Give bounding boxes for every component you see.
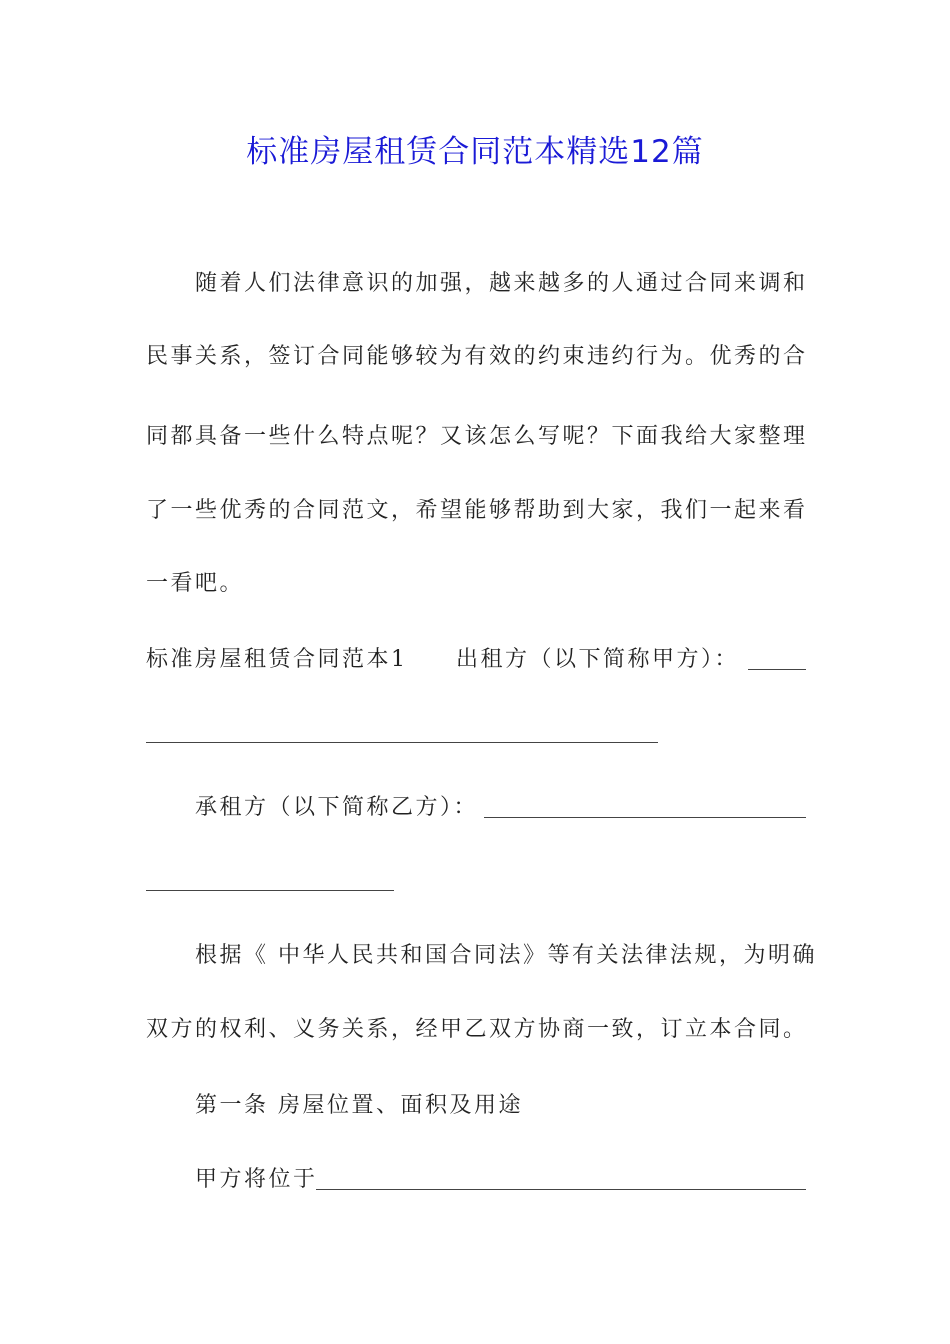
lessee-blank-1 (484, 817, 806, 818)
basis-line-2: 双方的权利、义务关系，经甲乙双方协商一致，订立本合同。 (146, 1017, 808, 1042)
location-blank (316, 1189, 806, 1190)
location-label: 甲方将位于 (195, 1167, 318, 1192)
document-title: 标准房屋租赁合同范本精选12篇 (246, 134, 704, 170)
intro-line-4: 了一些优秀的合同范文，希望能够帮助到大家，我们一起来看 (146, 498, 808, 523)
article1-heading: 第一条 房屋位置、面积及用途 (195, 1093, 523, 1118)
intro-line-2: 民事关系，签订合同能够较为有效的约束违约行为。优秀的合 (146, 344, 808, 369)
intro-line-1: 随着人们法律意识的加强，越来越多的人通过合同来调和 (195, 271, 808, 296)
intro-line-5: 一看吧。 (146, 571, 245, 596)
lessor-label: 出租方（以下简称甲方）： (456, 647, 740, 672)
lessor-blank-1 (748, 669, 806, 670)
lessee-label: 承租方（以下简称乙方）： (195, 795, 479, 820)
basis-line-1: 根据《 中华人民共和国合同法》等有关法律法规，为明确 (195, 943, 817, 968)
lessee-blank-2 (146, 890, 394, 891)
section1-heading: 标准房屋租赁合同范本1 (146, 647, 408, 672)
lessor-blank-2 (146, 742, 658, 743)
intro-line-3: 同都具备一些什么特点呢？又该怎么写呢？下面我给大家整理 (146, 424, 808, 449)
